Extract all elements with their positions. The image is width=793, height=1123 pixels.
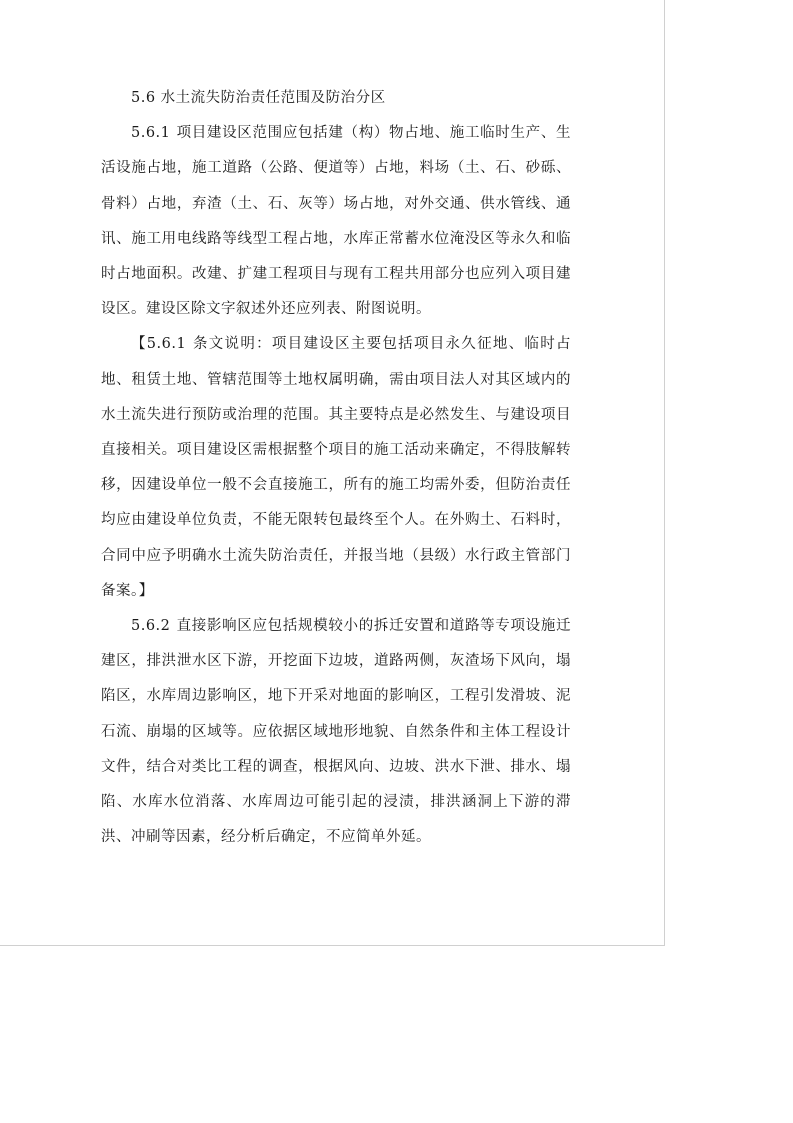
clause-text: 直接影响区应包括规模较小的拆迁安置和道路等专项设施迁建区，排洪泄水区下游，开挖面下边坡，道路两侧，灰渣场下风向，塌陷区，水库周边影响区，地下开采对地面的影响区，工程引发滑坡、泥石流、崩塌的区域等。应依据区域地形地貌、自然条件和主体工程设计文件，结合对类比工程的调查，根据风向、边坡、洪水下泄、排水、塌陷、水库水位消落、水库周边可能引起的浸渍，排洪涵洞上下游的滞洪、冲刷等因素，经分析后确定，不应简单外延。 [101, 618, 571, 846]
clause-number: 【5.6.1 [131, 336, 187, 353]
paragraph-5-6-1-explanation [101, 327, 571, 609]
paragraph-5-6-1 [101, 116, 571, 327]
page-content [101, 81, 571, 855]
paragraph-5-6-2 [101, 609, 571, 855]
clause-number: 5.6.1 [131, 125, 171, 142]
section-title: 5.6 水土流失防治责任范围及防治分区 [131, 90, 386, 106]
clause-number: 5.6.2 [131, 618, 171, 635]
clause-text: 项目建设区范围应包括建（构）物占地、施工临时生产、生活设施占地，施工道路（公路、便道等）占地，料场（土、石、砂砾、骨料）占地，弃渣（土、石、灰等）场占地，对外交通、供水管线、通讯、施工用电线路等线型工程占地，水库正常蓄水位淹没区等永久和临时占地面积。改建、扩建工程项目与现有工程共用部分也应列入项目建设区。建设区除文字叙述外还应列表、附图说明。 [101, 125, 571, 318]
clause-text: 条文说明：项目建设区主要包括项目永久征地、临时占地、租赁土地、管辖范围等土地权属明确，需由项目法人对其区域内的水土流失进行预防或治理的范围。其主要特点是必然发生、与建设项目直接相关。项目建设区需根据整个项目的施工活动来确定，不得肢解转移，因建设单位一般不会直接施工，所有的施工均需外委，但防治责任均应由建设单位负责，不能无限转包最终至个人。在外购土、石料时，合同中应予明确水土流失防治责任，并报当地（县级）水行政主管部门备案。】 [101, 336, 571, 599]
